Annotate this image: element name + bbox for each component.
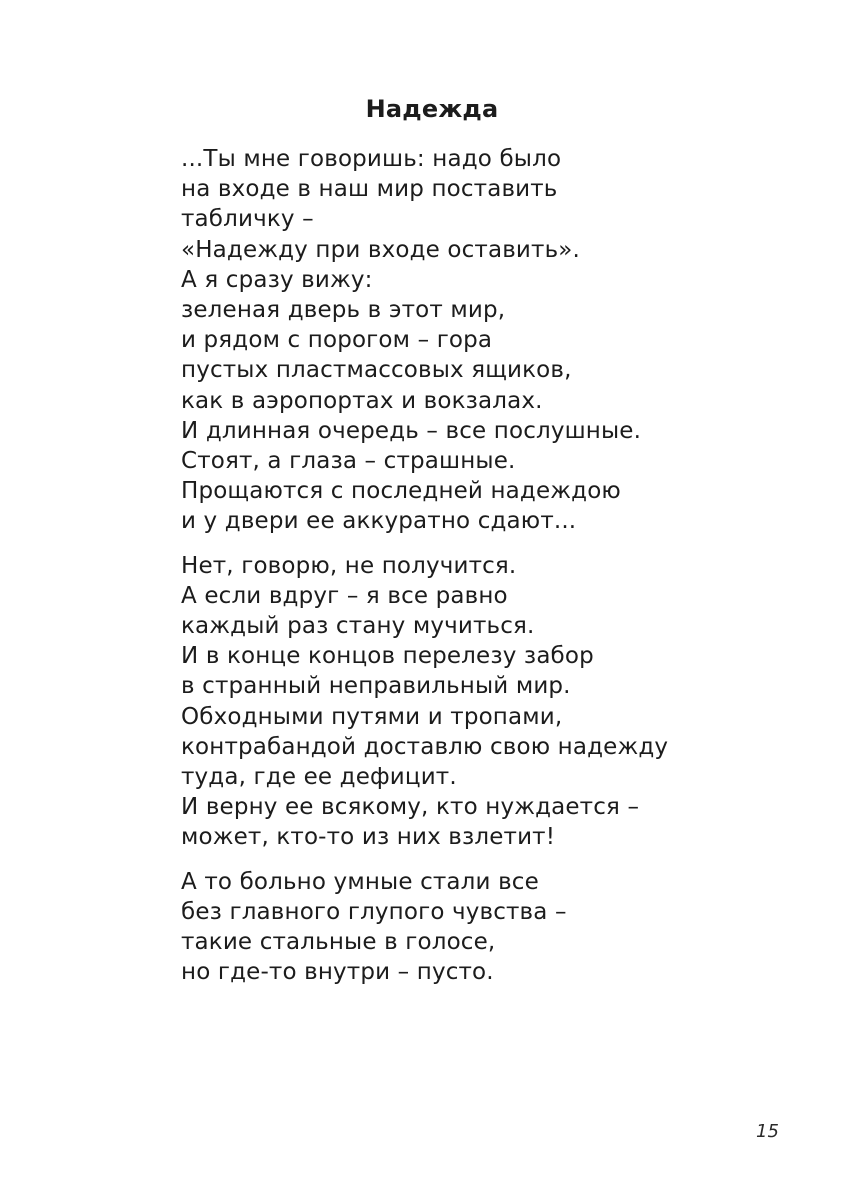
page-number: 15 [756, 1121, 779, 1142]
poem-line: А то больно умные стали все [181, 868, 539, 895]
poem-line: А если вдруг – я все равно [181, 582, 508, 609]
poem-line: в странный неправильный мир. [181, 673, 571, 700]
stanza-2 [181, 551, 801, 853]
poem-line: ...Ты мне говоришь: надо было [181, 146, 562, 172]
poem-title: Надежда [365, 95, 499, 123]
poem-line: каждый раз стану мучиться. [181, 613, 535, 640]
poem-line: такие стальные в голосе, [181, 929, 496, 956]
poem-line: контрабандой доставлю свою надежду [181, 733, 669, 760]
poem-line: Нет, говорю, не получится. [181, 552, 517, 579]
poem-line: без главного глупого чувства – [181, 898, 567, 925]
poem-line: И верну ее всякому, кто нуждается – [181, 794, 640, 821]
poem-body [181, 144, 801, 987]
poem-line: может, кто-то из них взлетит! [181, 824, 556, 851]
poem-line: Стоят, а глаза – страшные. [181, 448, 516, 475]
poem-line: Обходными путями и тропами, [181, 703, 563, 730]
poem-line: табличку – [181, 206, 314, 233]
poem-line: «Надежду при входе оставить». [181, 236, 580, 263]
stanza-3 [181, 867, 801, 988]
poem-line: как в аэропортах и вокзалах. [181, 387, 543, 414]
poem-line: зеленая дверь в этот мир, [181, 297, 506, 324]
poem-line: А я сразу вижу: [181, 266, 373, 293]
poem-line: на входе в наш мир поставить [181, 176, 558, 203]
poem-line: и рядом с порогом – гора [181, 327, 493, 354]
poem-line: И длинная очередь – все послушные. [181, 417, 642, 444]
poem-line: но где-то внутри – пусто. [181, 959, 494, 986]
poem-line: и у двери ее аккуратно сдают... [181, 508, 577, 535]
poem-line: пустых пластмассовых ящиков, [181, 357, 572, 384]
stanza-1 [181, 144, 801, 537]
poem-line: И в конце концов перелезу забор [181, 643, 594, 670]
poem-line: туда, где ее дефицит. [181, 764, 457, 791]
poem-line: Прощаются с последней надеждою [181, 478, 621, 505]
